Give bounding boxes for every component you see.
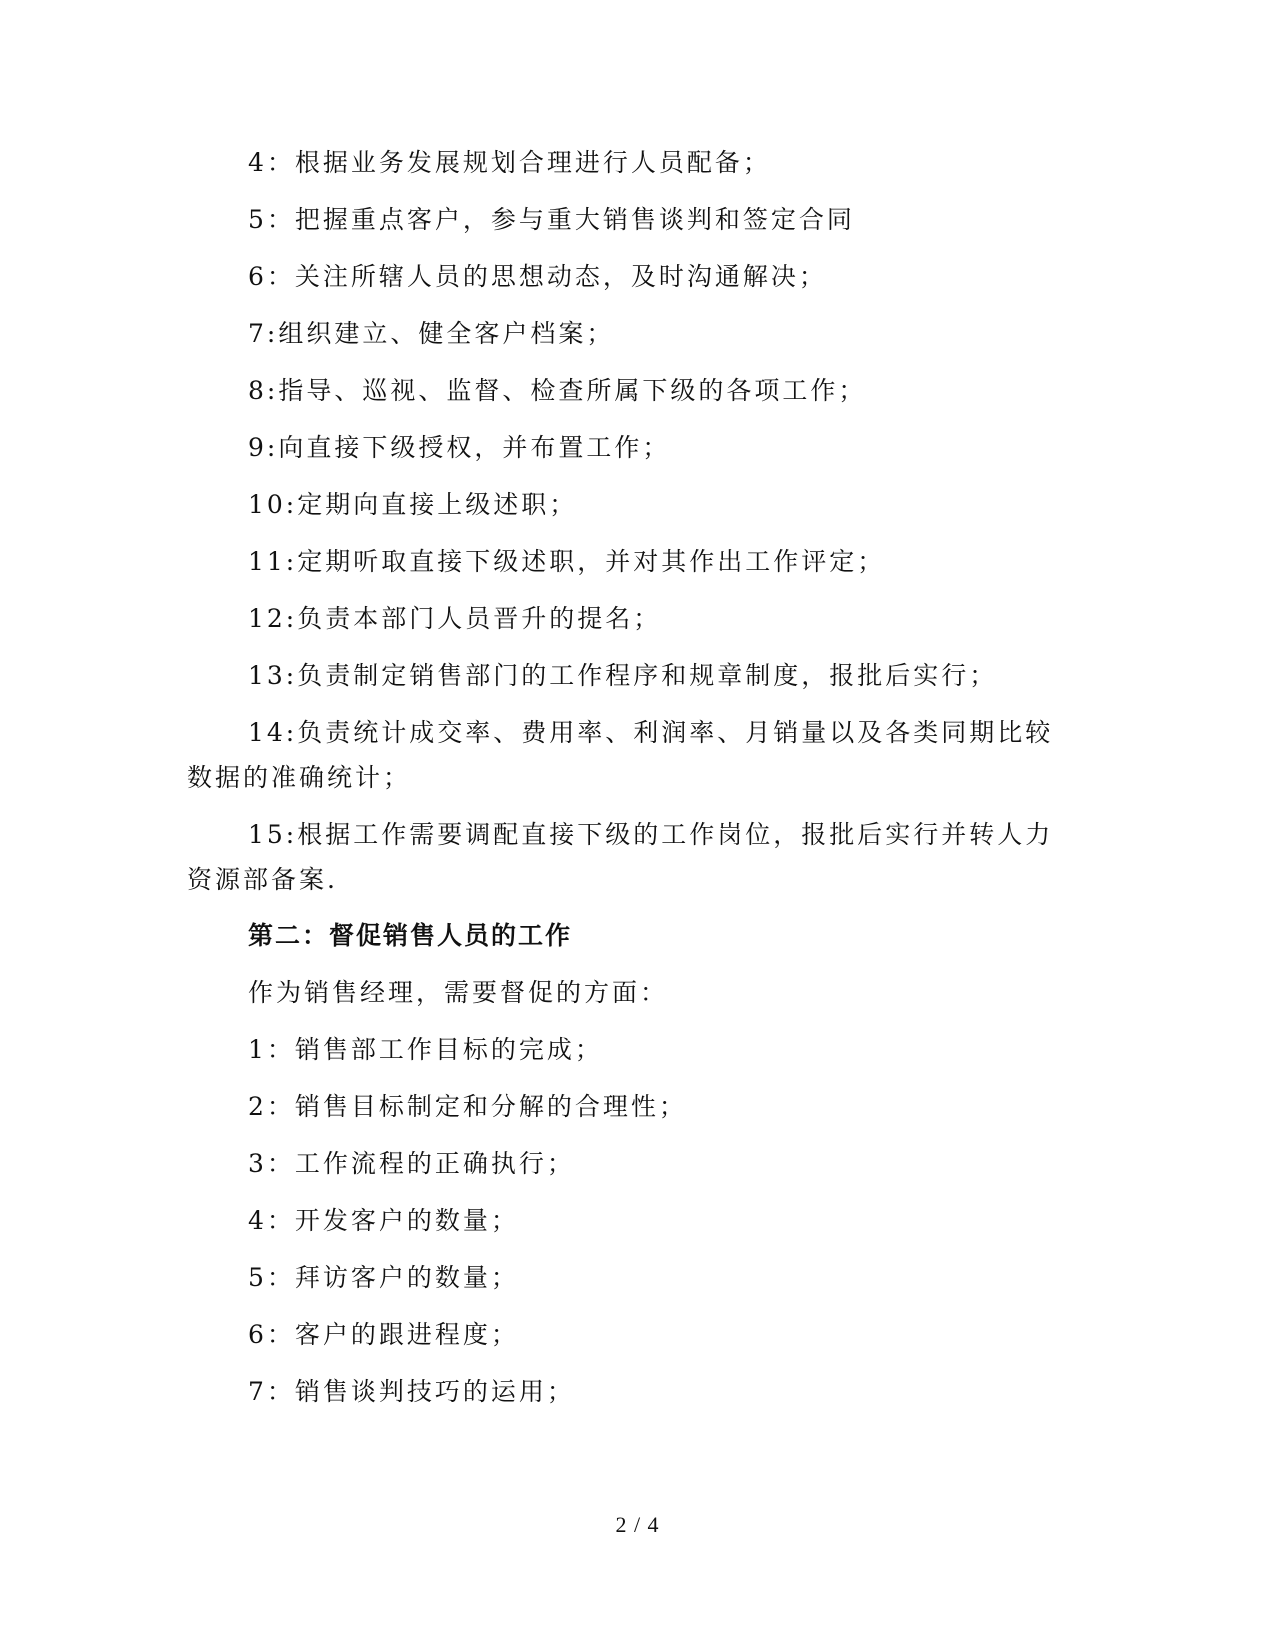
list-item-14-line2: 数据的准确统计； bbox=[187, 763, 412, 792]
list-item: 3：工作流程的正确执行； bbox=[248, 1149, 575, 1178]
list-item-14-line1: 14:负责统计成交率、费用率、利润率、月销量以及各类同期比较 bbox=[248, 718, 1054, 747]
list-item: 5：把握重点客户，参与重大销售谈判和签定合同 bbox=[248, 205, 855, 234]
list-item: 7：销售谈判技巧的运用； bbox=[248, 1377, 575, 1406]
list-item: 4：根据业务发展规划合理进行人员配备； bbox=[248, 148, 771, 177]
list-item-15-line1: 15:根据工作需要调配直接下级的工作岗位，报批后实行并转人力 bbox=[248, 820, 1054, 849]
list-item: 5：拜访客户的数量； bbox=[248, 1263, 519, 1292]
list-item: 1：销售部工作目标的完成； bbox=[248, 1035, 603, 1064]
list-item: 12:负责本部门人员晋升的提名； bbox=[248, 604, 662, 633]
list-item: 13:负责制定销售部门的工作程序和规章制度，报批后实行； bbox=[248, 661, 998, 690]
section-intro: 作为销售经理，需要督促的方面： bbox=[248, 978, 669, 1007]
list-item: 9:向直接下级授权，并布置工作； bbox=[248, 433, 671, 462]
list-item: 8:指导、巡视、监督、检查所属下级的各项工作； bbox=[248, 376, 867, 405]
list-item: 6：客户的跟进程度； bbox=[248, 1320, 519, 1349]
list-item: 7:组织建立、健全客户档案； bbox=[248, 319, 615, 348]
list-item: 6：关注所辖人员的思想动态，及时沟通解决； bbox=[248, 262, 827, 291]
list-item: 4：开发客户的数量； bbox=[248, 1206, 519, 1235]
list-item-15-line2: 资源部备案. bbox=[187, 865, 338, 894]
page-number: 2 / 4 bbox=[615, 1512, 660, 1537]
list-item: 2：销售目标制定和分解的合理性； bbox=[248, 1092, 687, 1121]
list-item: 10:定期向直接上级述职； bbox=[248, 490, 578, 519]
list-item: 11:定期听取直接下级述职，并对其作出工作评定； bbox=[248, 547, 886, 576]
section-heading: 第二：督促销售人员的工作 bbox=[248, 921, 573, 950]
